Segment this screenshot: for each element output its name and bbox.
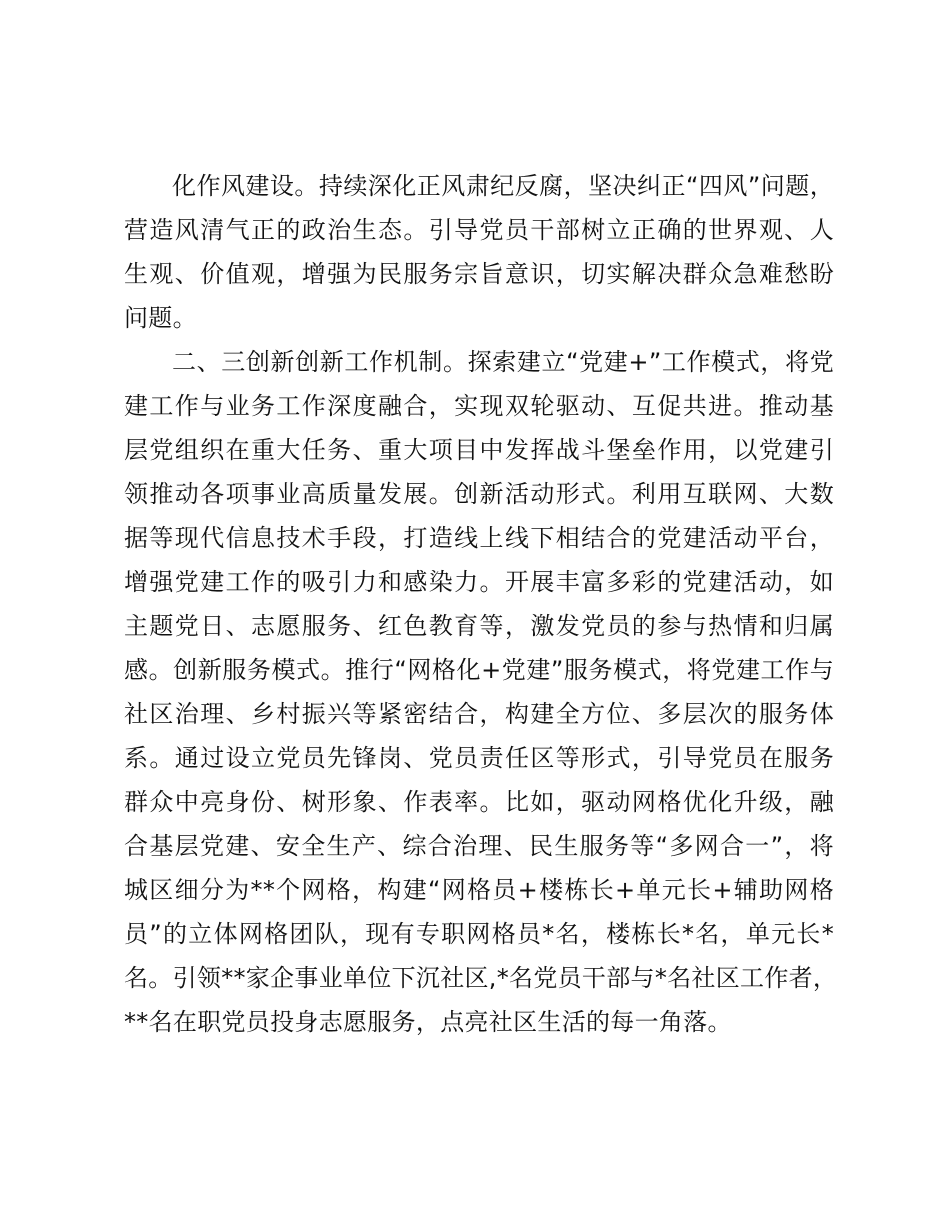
paragraph-line: 主题党日、志愿服务、红色教育等，激发党员的参与热情和归属 xyxy=(124,612,834,640)
document-body xyxy=(124,164,838,1044)
paragraph-line: 群众中亮身份、树形象、作表率。比如，驱动网格优化升级，融 xyxy=(124,788,834,816)
paragraph-line: 员”的立体网格团队，现有专职网格员*名，楼栋长*名，单元长* xyxy=(124,920,834,948)
paragraph-line: 化作风建设。持续深化正风肃纪反腐，坚决纠正“四风”问题， xyxy=(172,172,834,200)
paragraph-line: 据等现代信息技术手段，打造线上线下相结合的党建活动平台， xyxy=(124,524,834,552)
paragraph-line: 增强党建工作的吸引力和感染力。开展丰富多彩的党建活动，如 xyxy=(124,568,834,596)
paragraph-line: 名。引领**家企事业单位下沉社区,*名党员干部与*名社区工作者， xyxy=(124,964,838,992)
paragraph-line: 系。通过设立党员先锋岗、党员责任区等形式，引导党员在服务 xyxy=(124,744,834,772)
paragraph-line: 合基层党建、安全生产、综合治理、民生服务等“多网合一”，将 xyxy=(124,832,834,860)
paragraph-line: 营造风清气正的政治生态。引导党员干部树立正确的世界观、人 xyxy=(124,216,834,244)
paragraph-line: **名在职党员投身志愿服务，点亮社区生活的每一角落。 xyxy=(124,1008,732,1036)
paragraph-2 xyxy=(124,340,838,1044)
paragraph-line: 二、三创新创新工作机制。探索建立“党建+”工作模式，将党 xyxy=(172,348,834,376)
paragraph-line: 城区细分为**个网格，构建“网格员+楼栋长+单元长+辅助网格 xyxy=(124,876,834,904)
paragraph-line: 问题。 xyxy=(124,304,197,332)
paragraph-line: 层党组织在重大任务、重大项目中发挥战斗堡垒作用，以党建引 xyxy=(124,436,834,464)
paragraph-line: 领推动各项事业高质量发展。创新活动形式。利用互联网、大数 xyxy=(124,480,834,508)
paragraph-line: 生观、价值观，增强为民服务宗旨意识，切实解决群众急难愁盼 xyxy=(124,260,834,288)
paragraph-line: 建工作与业务工作深度融合，实现双轮驱动、互促共进。推动基 xyxy=(124,392,834,420)
paragraph-line: 感。创新服务模式。推行“网格化+党建”服务模式，将党建工作与 xyxy=(124,656,834,684)
paragraph-1 xyxy=(124,164,834,340)
paragraph-line: 社区治理、乡村振兴等紧密结合，构建全方位、多层次的服务体 xyxy=(124,700,834,728)
